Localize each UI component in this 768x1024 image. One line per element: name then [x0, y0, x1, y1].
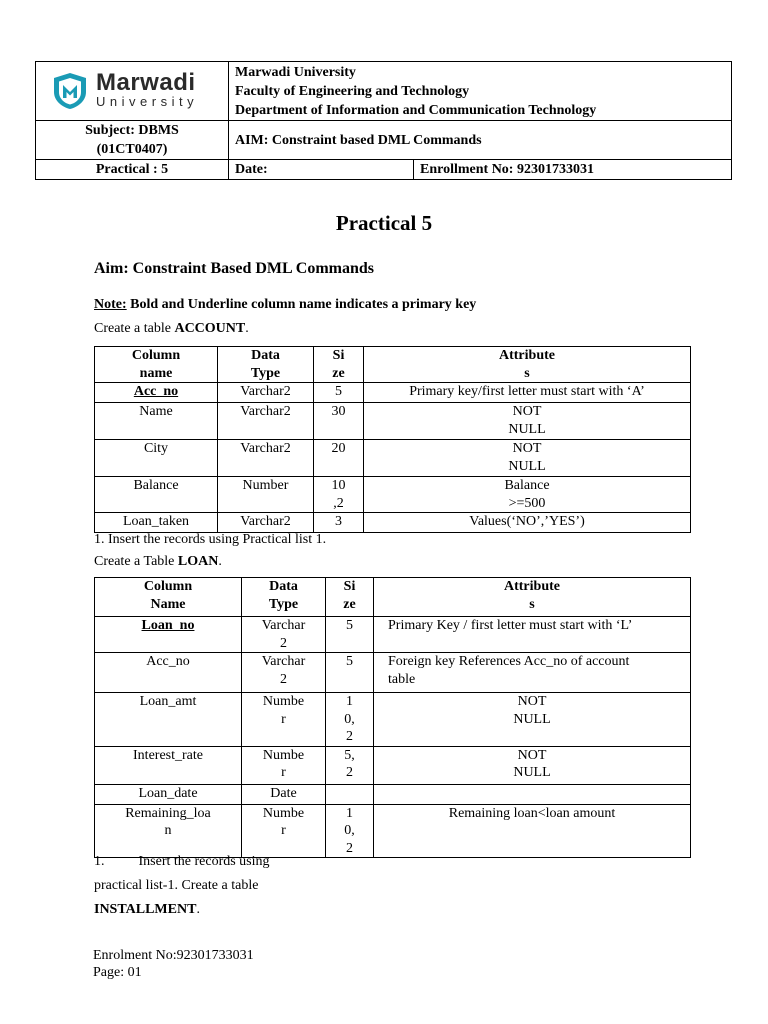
cell-size: 1 0, 2	[326, 693, 374, 747]
table-row	[95, 693, 691, 747]
account-insert-instruction: 1. Insert the records using Practical list 1.	[94, 532, 327, 547]
practical-cell: Practical : 5	[36, 160, 229, 180]
cell-type: Varchar 2	[242, 653, 326, 693]
department-name: Department of Information and Communication Technology	[235, 103, 597, 118]
cell-column: Name	[95, 403, 218, 440]
loan-insert-text: Insert the records using	[138, 854, 270, 869]
shield-logo-icon	[52, 72, 88, 110]
header-data-type: Data Type	[218, 347, 314, 383]
cell-size: 20	[314, 440, 364, 477]
subject-line1: Subject: DBMS	[85, 123, 179, 138]
logo-brand: Marwadi	[96, 69, 196, 96]
table-row	[95, 440, 691, 477]
cell-attribute: NOT NULL	[364, 403, 691, 440]
table-row	[95, 383, 691, 403]
cell-attribute: Primary Key / first letter must start with ‘L’	[374, 617, 691, 653]
cell-column: Loan_date	[95, 784, 242, 804]
header-attributes: Attribute s	[374, 578, 691, 617]
date-cell: Date:	[229, 160, 414, 180]
logo-cell	[36, 62, 229, 121]
cell-column: Interest_rate	[95, 746, 242, 784]
cell-type: Numbe r	[242, 693, 326, 747]
cell-size: 5	[326, 617, 374, 653]
table-row	[95, 617, 691, 653]
cell-type: Varchar2	[218, 440, 314, 477]
footer-enrolment: Enrolment No:92301733031	[93, 948, 254, 963]
cell-attribute: Primary key/first letter must start with ‘A’	[364, 383, 691, 403]
table-row	[95, 403, 691, 440]
loan-table-name: LOAN	[177, 554, 219, 569]
page-footer	[93, 947, 254, 981]
subject-code: (01CT0407)	[96, 142, 168, 157]
loan-insert-number: 1.	[94, 854, 105, 869]
university-info	[229, 62, 732, 121]
cell-attribute	[374, 784, 691, 804]
table-header-row	[95, 578, 691, 617]
cell-attribute: NOT NULL	[374, 693, 691, 747]
cell-size: 3	[314, 513, 364, 533]
note-label: Note:	[94, 297, 127, 312]
header-size: Si ze	[326, 578, 374, 617]
cell-type: Varchar2	[218, 403, 314, 440]
cell-attribute: Values(‘NO’,’YES’)	[364, 513, 691, 533]
cell-column: City	[95, 440, 218, 477]
loan-intro-text: Create a Table	[94, 554, 178, 569]
header-table	[35, 61, 732, 180]
note-text: Bold and Underline column name indicates a primary key	[126, 297, 477, 312]
header-column-name: Column name	[95, 347, 218, 383]
header-size: Si ze	[314, 347, 364, 383]
cell-attribute: Foreign key References Acc_no of account table	[374, 653, 691, 693]
loan-intro	[94, 554, 222, 570]
cell-size: 1 0, 2	[326, 804, 374, 858]
footer-page-number: Page: 01	[93, 965, 142, 980]
note	[94, 297, 476, 313]
cell-column: Loan_taken	[95, 513, 218, 533]
cell-attribute: NOT NULL	[364, 440, 691, 477]
cell-attribute: Balance >=500	[364, 477, 691, 513]
cell-size: 5, 2	[326, 746, 374, 784]
table-row	[95, 653, 691, 693]
table-row	[95, 804, 691, 858]
cell-column: Loan_no	[95, 617, 242, 653]
installment-line	[94, 902, 200, 918]
account-intro	[94, 321, 249, 337]
header-data-type: Data Type	[242, 578, 326, 617]
cell-column: Remaining_loa n	[95, 804, 242, 858]
table-row	[95, 746, 691, 784]
enrollment-cell: Enrollment No: 92301733031	[414, 160, 732, 180]
cell-type: Date	[242, 784, 326, 804]
account-table-name: ACCOUNT	[174, 321, 246, 336]
loan-intro-suffix: .	[218, 554, 222, 569]
cell-type: Varchar2	[218, 513, 314, 533]
cell-column: Acc_no	[95, 383, 218, 403]
cell-size: 10 ,2	[314, 477, 364, 513]
table-header-row	[95, 347, 691, 383]
table-row	[95, 477, 691, 513]
header-attributes: Attribute s	[364, 347, 691, 383]
cell-column: Balance	[95, 477, 218, 513]
aim-heading: Aim: Constraint Based DML Commands	[94, 260, 375, 277]
cell-column: Loan_amt	[95, 693, 242, 747]
cell-size	[326, 784, 374, 804]
cell-type: Numbe r	[242, 746, 326, 784]
loan-insert-continuation: practical list-1. Create a table	[94, 878, 259, 893]
university-name: Marwadi University	[235, 65, 356, 80]
page-title: Practical 5	[335, 211, 433, 235]
account-table	[94, 346, 691, 533]
logo-sub: University	[96, 94, 199, 109]
loan-insert-instruction	[94, 854, 270, 870]
subject-cell	[36, 121, 229, 160]
cell-size: 5	[326, 653, 374, 693]
cell-size: 5	[314, 383, 364, 403]
cell-type: Varchar2	[218, 383, 314, 403]
installment-table-name: INSTALLMENT	[94, 902, 197, 917]
table-row	[95, 513, 691, 533]
cell-type: Number	[218, 477, 314, 513]
header-column-name: Column Name	[95, 578, 242, 617]
cell-attribute: NOT NULL	[374, 746, 691, 784]
installment-suffix: .	[196, 902, 200, 917]
loan-table	[94, 577, 691, 858]
account-intro-text: Create a table	[94, 321, 175, 336]
cell-type: Varchar 2	[242, 617, 326, 653]
aim-cell: AIM: Constraint based DML Commands	[229, 121, 732, 160]
cell-type: Numbe r	[242, 804, 326, 858]
cell-attribute: Remaining loan<loan amount	[374, 804, 691, 858]
university-logo	[36, 69, 228, 110]
faculty-name: Faculty of Engineering and Technology	[235, 84, 470, 99]
account-intro-suffix: .	[245, 321, 249, 336]
cell-size: 30	[314, 403, 364, 440]
cell-column: Acc_no	[95, 653, 242, 693]
table-row	[95, 784, 691, 804]
